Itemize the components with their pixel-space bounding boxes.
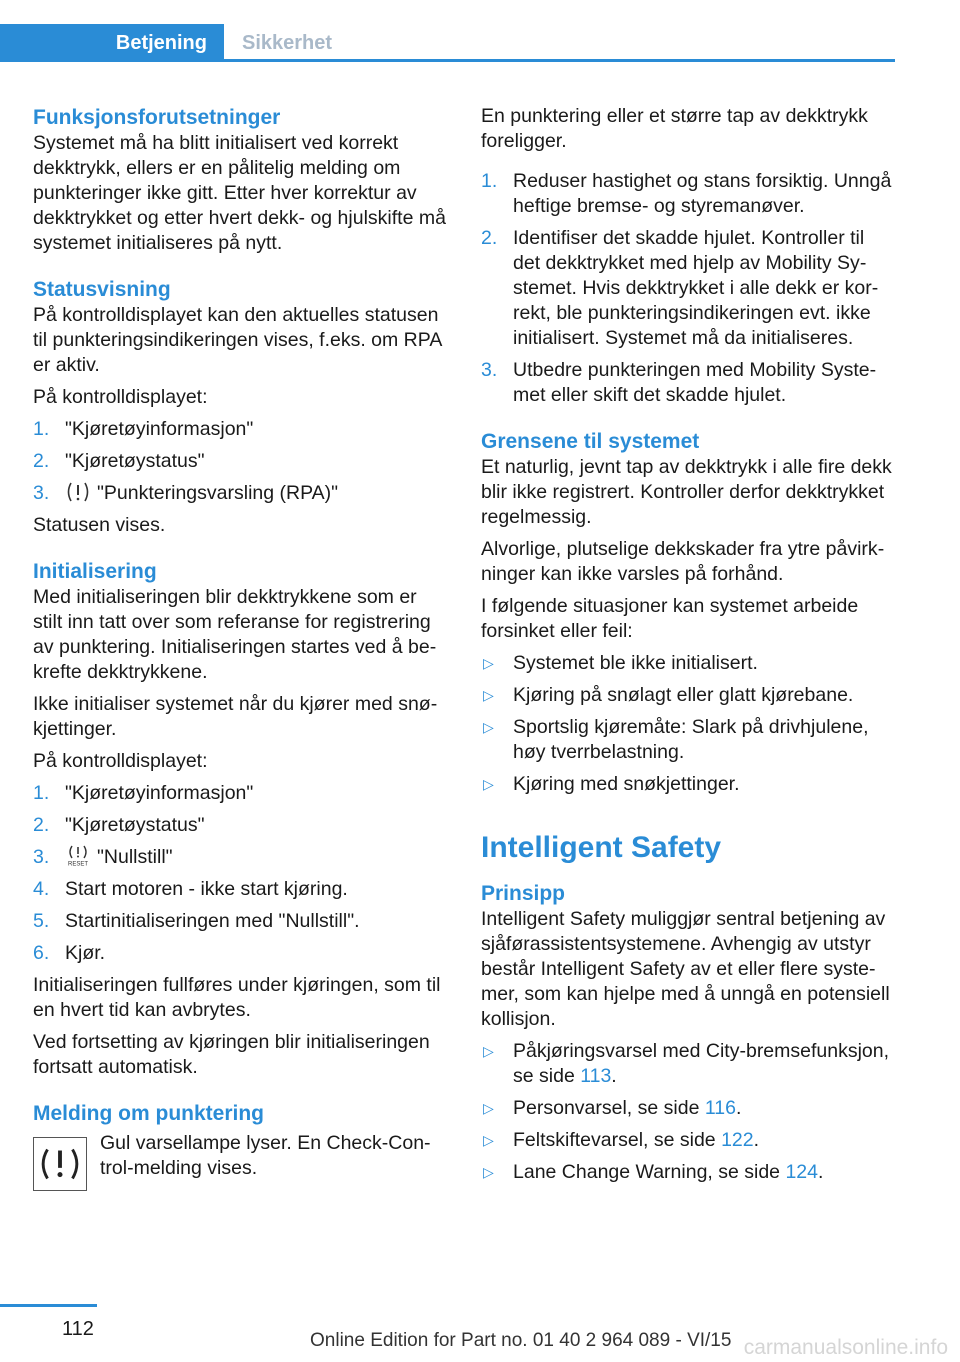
list-item [481,169,896,219]
step-number: 3. [33,482,50,504]
bullet-text: Personvarsel, se side [513,1097,705,1119]
paragraph: Ved fortsetting av kjøringen blir initialiseringen fortsatt automatisk. [33,1031,430,1078]
heading-grensene-til-systemet: Grensene til systemet [481,430,700,453]
bullet-text: Lane Change Warning, se side [513,1161,786,1183]
step-text: "Kjøretøyinformasjon" [65,782,254,804]
heading-initialisering: Initialisering [33,560,157,583]
paragraph: Intelligent Safety muliggjør sentral betjening av sjåførassistentsystemene. Avhengig av utstyr består Intelligent Safety av et eller flere systemer, som kan hjelpe med å unngå en potensiell kollisjon. [481,908,890,1030]
reset-icon [65,845,91,867]
step-number: 1. [481,170,498,192]
paragraph: I følgende situasjoner kan systemet arbeide forsinket eller feil: [481,595,859,642]
step-number: 3. [481,359,498,381]
paragraph: Et naturlig, jevnt tap av dekktrykk i alle fire dekk blir ikke registrert. Kontroller derfor dekktrykket regelmessig. [481,456,892,528]
bullet-triangle-icon: ▷ [483,1164,494,1180]
step-text: Kjør. [65,942,106,964]
list-item [481,715,896,765]
list-item [33,417,448,442]
warning-light-note [33,1131,448,1181]
list-item [481,1160,896,1185]
heading-funksjonsforutsetninger: Funksjonsforutsetninger [33,106,281,129]
step-number: 2. [33,450,50,472]
step-text: "Kjøretøystatus" [65,814,205,836]
step-text: Reduser hastighet og stans forsiktig. Unngå heftige bremse- og styremanøver. [513,170,892,217]
step-text: "Kjøretøyinformasjon" [65,418,254,440]
list-item [33,781,448,806]
heading-prinsipp: Prinsipp [481,882,566,905]
list-item [481,1128,896,1153]
list-item [481,651,896,676]
step-text: "Kjøretøystatus" [65,450,205,472]
paragraph: En punktering eller et større tap av dekktrykk foreligger. [481,105,868,152]
step-number: 5. [33,910,50,932]
punctuation: . [818,1161,824,1183]
paragraph: Ikke initialiser systemet når du kjører med snøkjettinger. [33,693,438,740]
bullet-text: Kjøring på snølagt eller glatt kjørebane. [513,684,854,706]
tab-sikkerhet[interactable]: Sikkerhet [242,32,333,54]
bullet-triangle-icon: ▷ [483,687,494,703]
bullet-text: Kjøring med snøkjettinger. [513,773,740,795]
paragraph: Initialiseringen fullføres under kjøringen, som til en hvert tid kan avbrytes. [33,974,441,1021]
watermark: carmanualsonline.info [743,1336,948,1359]
step-number: 6. [33,942,50,964]
edition-footer: Online Edition for Part no. 01 40 2 964 089 - VI/15 [310,1330,732,1351]
step-text: Identifiser det skadde hjulet. Kontroller til det dekktrykket med hjelp av Mobility Systemet. Hvis dekktrykket i alle dekk er korrekt, ble punkteringsindikeringen evt. ikke initialisert. Systemet må da initialiseres. [513,227,879,349]
step-number: 2. [481,227,498,249]
bullet-triangle-icon: ▷ [483,776,494,792]
heading-melding-om-punktering: Melding om punktering [33,1102,264,1125]
paragraph: På kontrolldisplayet kan den aktuelles statusen til punkteringsindikeringen vises, f.eks. om RPA er aktiv. [33,304,442,376]
section-tabs [0,24,895,62]
paragraph: På kontrolldisplayet: [33,386,208,408]
left-column [33,104,448,1181]
paragraph: På kontrolldisplayet: [33,750,208,772]
page-link-122[interactable]: 122 [721,1129,754,1151]
page-link-113[interactable]: 113 [580,1065,612,1087]
bullet-triangle-icon: ▷ [483,1043,494,1059]
punctuation: . [735,1097,742,1119]
punctuation: . [611,1065,617,1087]
punctuation: . [753,1129,760,1151]
init-steps [33,781,448,966]
step-text: Startinitialiseringen med "Nullstill". [65,910,360,932]
list-item [481,226,896,351]
status-steps [33,417,448,506]
list-item [481,1096,896,1121]
list-item [33,941,448,966]
list-item [33,877,448,902]
header-rule [0,59,895,62]
limitations-list [481,651,896,797]
list-item [33,845,448,870]
heading-intelligent-safety: Intelligent Safety [481,831,722,864]
list-item [481,683,896,708]
right-column [481,104,896,1192]
paragraph: Alvorlige, plutselige dekkskader fra ytre påvirkninger kan ikke varsles på forhånd. [481,538,885,585]
step-number: 1. [33,418,50,440]
list-item [33,813,448,838]
paragraph: Statusen vises. [33,514,166,536]
page-link-116[interactable]: 116 [704,1097,736,1119]
tab-betjening[interactable]: Betjening [0,24,224,62]
bullet-triangle-icon: ▷ [483,655,494,671]
paragraph: Systemet må ha blitt initialisert ved korrekt dekktrykk, ellers er en pålitelig melding om punkteringer ikke gitt. Etter hver korrektur av dekktrykket og etter hvert dekk- og hjulskifte må systemet initialiseres på nytt. [33,132,446,254]
step-number: 2. [33,814,50,836]
bullet-triangle-icon: ▷ [483,1100,494,1116]
bullet-text: Sportslig kjøremåte: Slark på drivhjulene, høy tverrbelastning. [513,716,869,763]
bullet-triangle-icon: ▷ [483,1132,494,1148]
step-number: 4. [33,878,50,900]
page-number-rule [0,1304,97,1307]
step-text: "Nullstill" [97,846,173,868]
bullet-triangle-icon: ▷ [483,719,494,735]
heading-statusvisning: Statusvisning [33,278,171,301]
list-item [481,358,896,408]
tire-warning-icon [65,481,91,503]
bullet-text: Påkjøringsvarsel med City-bremsefunksjon, se side [513,1040,890,1087]
safety-systems-list [481,1039,896,1185]
list-item [33,449,448,474]
reset-icon-label: RESET [67,861,89,867]
puncture-steps [481,169,896,408]
step-number: 3. [33,846,50,868]
list-item [481,772,896,797]
list-item [481,1039,896,1089]
paragraph: Med initialiseringen blir dekktrykkene som er stilt inn tatt over som referanse for registrering av punktering. Initialiseringen startes ved å bekrefte dekktrykkene. [33,586,437,683]
paragraph: Gul varsellampe lyser. En Check-Control-melding vises. [100,1132,431,1179]
step-text: Start motoren - ikke start kjøring. [65,878,348,900]
list-item [33,481,448,506]
step-text: Utbedre punkteringen med Mobility Systemet eller skift det skadde hjulet. [513,359,877,406]
step-text: "Punkteringsvarsling (RPA)" [97,482,339,504]
step-number: 1. [33,782,50,804]
page-number: 112 [62,1318,94,1340]
list-item [33,909,448,934]
bullet-text: Systemet ble ikke initialisert. [513,652,758,674]
tire-pressure-warning-icon [33,1137,87,1191]
bullet-text: Feltskiftevarsel, se side [513,1129,722,1151]
page-link-124[interactable]: 124 [785,1161,818,1183]
